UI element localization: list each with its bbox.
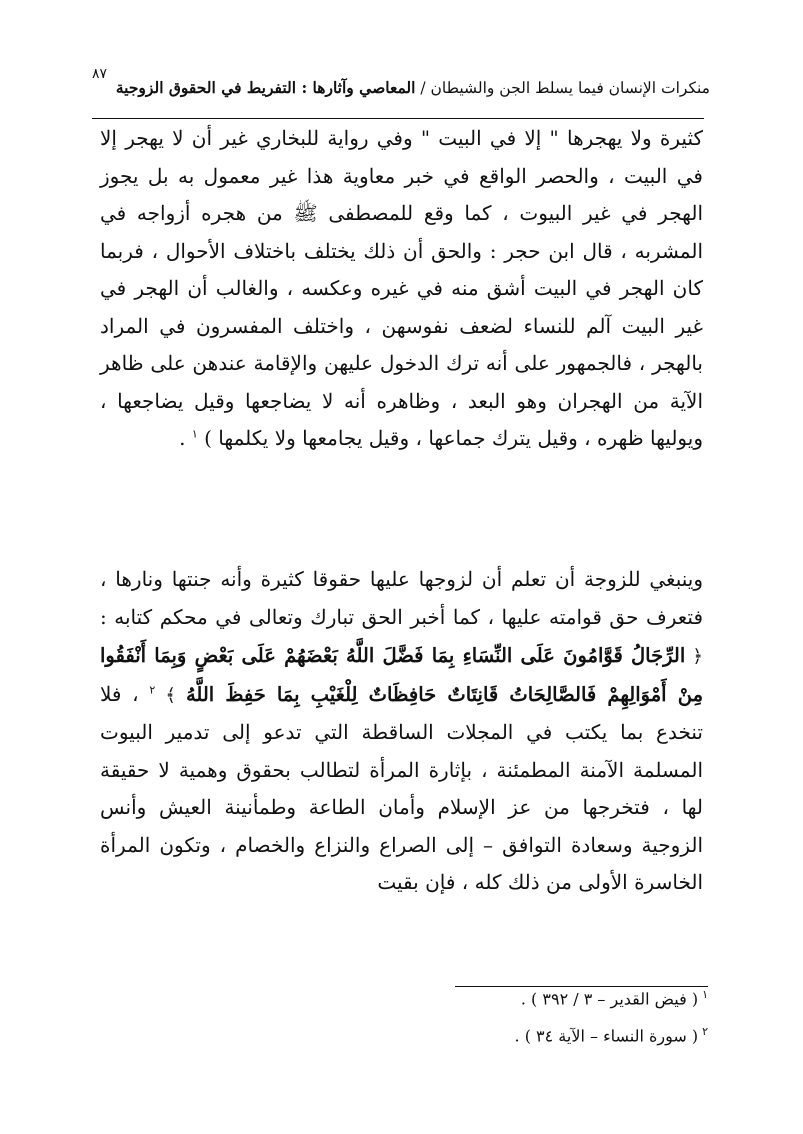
paragraph-2 [100,561,703,902]
paragraph-2-intro: وينبغي للزوجة أن تعلم أن لزوجها عليها حقوقا كثيرة وأنه جنتها ونارها ، فتعرف حق قوامته عليها ، كما أخبر الحق تبارك وتعالى في محكم كتابه : [100,567,703,629]
paragraph-1-text: كثيرة ولا يهجرها " إلا في البيت " وفي رواية للبخاري غير أن لا يهجر إلا في البيت ، والحصر الواقع في خبر معاوية هذا غير معمول به بل يجوز الهجر في غير البيوت ، كما وقع للمصطفى ﷺ من هجره أزواجه في المشربه ، قال ابن حجر : والحق أن ذلك يختلف باختلاف الأحوال ، فربما كان الهجر في البيت أشق منه في غيره وعكسه ، والغالب أن الهجر في غير البيت آلم للنساء لضعف نفوسهن ، واختلف المفسرون في المراد بالهجر ، فالجمهور على أنه ترك الدخول عليهن والإقامة عندهن على ظاهر الآية من الهجران وهو البعد ، وظاهره أنه لا يضاجعها وقيل يضاجعها ، ويوليها ظهره ، وقيل يترك جماعها ، وقيل يجامعها ولا يكلمها ) [100,126,703,450]
footnote-1 [521,988,708,1008]
footnote-1-text: ( فيض القدير – ٣ / ٣٩٢ ) . [520,989,699,1009]
verse-open-bracket: ﴿ [685,646,703,667]
footnote-2 [515,1025,708,1045]
footnote-1-number: ١ [702,988,708,1001]
running-header [115,78,710,97]
paragraph-2-rest: ، فلا تنخدع بما يكتب في المجلات الساقطة التي تدعو إلى تدمير البيوت المسلمة الآمنة المطمئنة ، بإثارة المرأة لتطالب بحقوق وهمية لا حقيقة لها ، فتخرجها من عز الإسلام وأمان الطاعة وطمأنينة العيش وأنس الزوجية وسعادة التوافق – إلى الصراع والنزاع والخصام ، وتكون المرأة الخاسرة الأولى من ذلك كله ، فإن بقيت [100,681,703,894]
page-number: ٨٧ [92,66,108,82]
header-chapter-title: المعاصي وآثارها : التفريط في الحقوق الزوجية [115,78,416,97]
header-book-title: منكرات الإنسان فيما يسلط الجن والشيطان / [420,79,710,97]
verse-close-bracket: ﴾ [155,684,186,706]
header-rule [92,118,704,119]
footnote-2-number: ٢ [702,1025,708,1038]
quran-verse: الرِّجَالُ قَوَّامُونَ عَلَى النِّسَاءِ بِمَا فَضَّلَ اللَّهُ بَعْضَهُمْ عَلَى بَعْضٍ وَبِمَا أَنْفَقُوا مِنْ أَمْوَالِهِمْ فَالصَّالِحَاتُ قَانِتَاتٌ حَافِظَاتٌ لِلْغَيْبِ بِمَا حَفِظَ اللَّهُ [100,644,704,706]
footnote-ref-2: ٢ [149,682,156,696]
footnote-rule [455,986,708,987]
paragraph-1-end: . [179,426,192,450]
footnote-2-text: ( سورة النساء – الآية ٣٤ ) . [514,1026,699,1046]
footnote-ref-1: ١ [191,427,198,441]
paragraph-1 [100,120,703,458]
